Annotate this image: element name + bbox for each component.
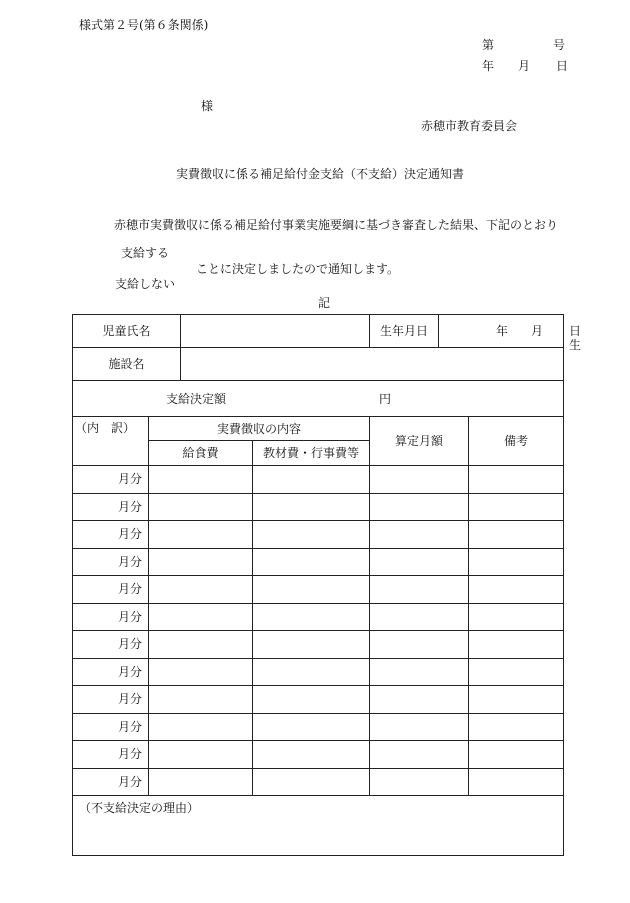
remarks-cell[interactable] (469, 686, 564, 714)
issuer: 赤穂市教育委員会 (421, 119, 518, 133)
calc-cell[interactable] (370, 548, 469, 576)
materials-cell[interactable] (253, 741, 370, 769)
child-name-field[interactable] (181, 315, 370, 348)
month-label: 月分 (73, 548, 149, 576)
calc-cell[interactable] (370, 466, 469, 494)
month-label: 月分 (73, 576, 149, 604)
table-row (73, 493, 564, 521)
amount-row[interactable] (73, 381, 564, 417)
materials-cell[interactable] (253, 631, 370, 659)
calc-cell[interactable] (370, 603, 469, 631)
calc-cell[interactable] (370, 741, 469, 769)
breakdown-label: （内 訳） (73, 417, 149, 466)
child-name-label: 児童氏名 (73, 315, 181, 348)
lunch-cell[interactable] (149, 548, 253, 576)
lunch-cell[interactable] (149, 603, 253, 631)
lunch-cell[interactable] (149, 466, 253, 494)
calc-cell[interactable] (370, 631, 469, 659)
body-continuation: ことに決定しましたので通知します。 (196, 262, 400, 276)
month-label: 月分 (73, 493, 149, 521)
calc-cell[interactable] (370, 521, 469, 549)
reason-label: （不支給決定の理由） (79, 801, 200, 815)
remarks-cell[interactable] (469, 466, 564, 494)
month-label: 月分 (73, 741, 149, 769)
calc-cell[interactable] (370, 658, 469, 686)
date-year: 年 (482, 59, 495, 73)
doc-number-suffix: 号 (553, 38, 566, 52)
month-label: 月分 (73, 466, 149, 494)
calc-cell[interactable] (370, 493, 469, 521)
form-id: 様式第２号(第６条関係) (79, 18, 209, 32)
dob-day: 日生 (569, 324, 582, 352)
table-row (73, 741, 564, 769)
facility-field[interactable] (181, 348, 564, 381)
month-label: 月分 (73, 603, 149, 631)
table-row (73, 686, 564, 714)
remarks-cell[interactable] (469, 576, 564, 604)
remarks-cell[interactable] (469, 741, 564, 769)
calc-cell[interactable] (370, 768, 469, 796)
remarks-cell[interactable] (469, 658, 564, 686)
lunch-cell[interactable] (149, 521, 253, 549)
remarks-cell[interactable] (469, 768, 564, 796)
calc-cell[interactable] (370, 576, 469, 604)
materials-cell[interactable] (253, 576, 370, 604)
materials-cell[interactable] (253, 603, 370, 631)
remarks-cell[interactable] (469, 603, 564, 631)
dob-month: 月 (531, 324, 544, 338)
materials-cell[interactable] (253, 713, 370, 741)
calc-cell[interactable] (370, 713, 469, 741)
date-day: 日 (556, 59, 569, 73)
month-label: 月分 (73, 521, 149, 549)
addressee-suffix: 様 (201, 99, 214, 113)
dob-year: 年 (496, 324, 509, 338)
table-row (73, 603, 564, 631)
table-row (73, 631, 564, 659)
amount-label: 支給決定額 (166, 391, 227, 406)
facility-label: 施設名 (73, 348, 181, 381)
table-row (73, 521, 564, 549)
date-month: 月 (518, 59, 531, 73)
table-row (73, 466, 564, 494)
doc-number-prefix: 第 (482, 38, 495, 52)
lunch-cell[interactable] (149, 576, 253, 604)
ki-heading: 記 (318, 296, 331, 310)
materials-cell[interactable] (253, 493, 370, 521)
calc-label: 算定月額 (370, 417, 469, 466)
option-grant: 支給する (121, 246, 170, 260)
lunch-cell[interactable] (149, 713, 253, 741)
materials-cell[interactable] (253, 686, 370, 714)
lunch-cell[interactable] (149, 631, 253, 659)
month-label: 月分 (73, 658, 149, 686)
remarks-cell[interactable] (469, 493, 564, 521)
remarks-cell[interactable] (469, 631, 564, 659)
month-label: 月分 (73, 631, 149, 659)
remarks-cell[interactable] (469, 521, 564, 549)
calc-cell[interactable] (370, 686, 469, 714)
month-label: 月分 (73, 768, 149, 796)
materials-cell[interactable] (253, 658, 370, 686)
table-row (73, 548, 564, 576)
table-row (73, 768, 564, 796)
remarks-cell[interactable] (469, 713, 564, 741)
content-label: 実費徴収の内容 (149, 417, 370, 441)
materials-cell[interactable] (253, 768, 370, 796)
materials-label: 教材費・行事費等 (253, 441, 370, 466)
materials-cell[interactable] (253, 466, 370, 494)
dob-field[interactable] (439, 315, 582, 352)
benefit-table (72, 314, 582, 856)
body-line1: 赤穂市実費徴収に係る補足給付事業実施要綱に基づき審査した結果、下記のとおり (114, 218, 559, 232)
materials-cell[interactable] (253, 521, 370, 549)
table-row (73, 576, 564, 604)
month-label: 月分 (73, 686, 149, 714)
option-deny: 支給しない (115, 277, 176, 291)
reason-field[interactable] (73, 796, 564, 856)
lunch-cell[interactable] (149, 768, 253, 796)
remarks-label: 備考 (469, 417, 564, 466)
materials-cell[interactable] (253, 548, 370, 576)
amount-unit: 円 (379, 391, 392, 406)
document-title: 実費徴収に係る補足給付金支給（不支給）決定通知書 (176, 167, 465, 181)
dob-label: 生年月日 (370, 315, 439, 348)
table-row (73, 713, 564, 741)
month-label: 月分 (73, 713, 149, 741)
table-row (73, 658, 564, 686)
remarks-cell[interactable] (469, 548, 564, 576)
lunch-cell[interactable] (149, 686, 253, 714)
lunch-cell[interactable] (149, 493, 253, 521)
lunch-cell[interactable] (149, 741, 253, 769)
lunch-cell[interactable] (149, 658, 253, 686)
lunch-label: 給食費 (149, 441, 253, 466)
